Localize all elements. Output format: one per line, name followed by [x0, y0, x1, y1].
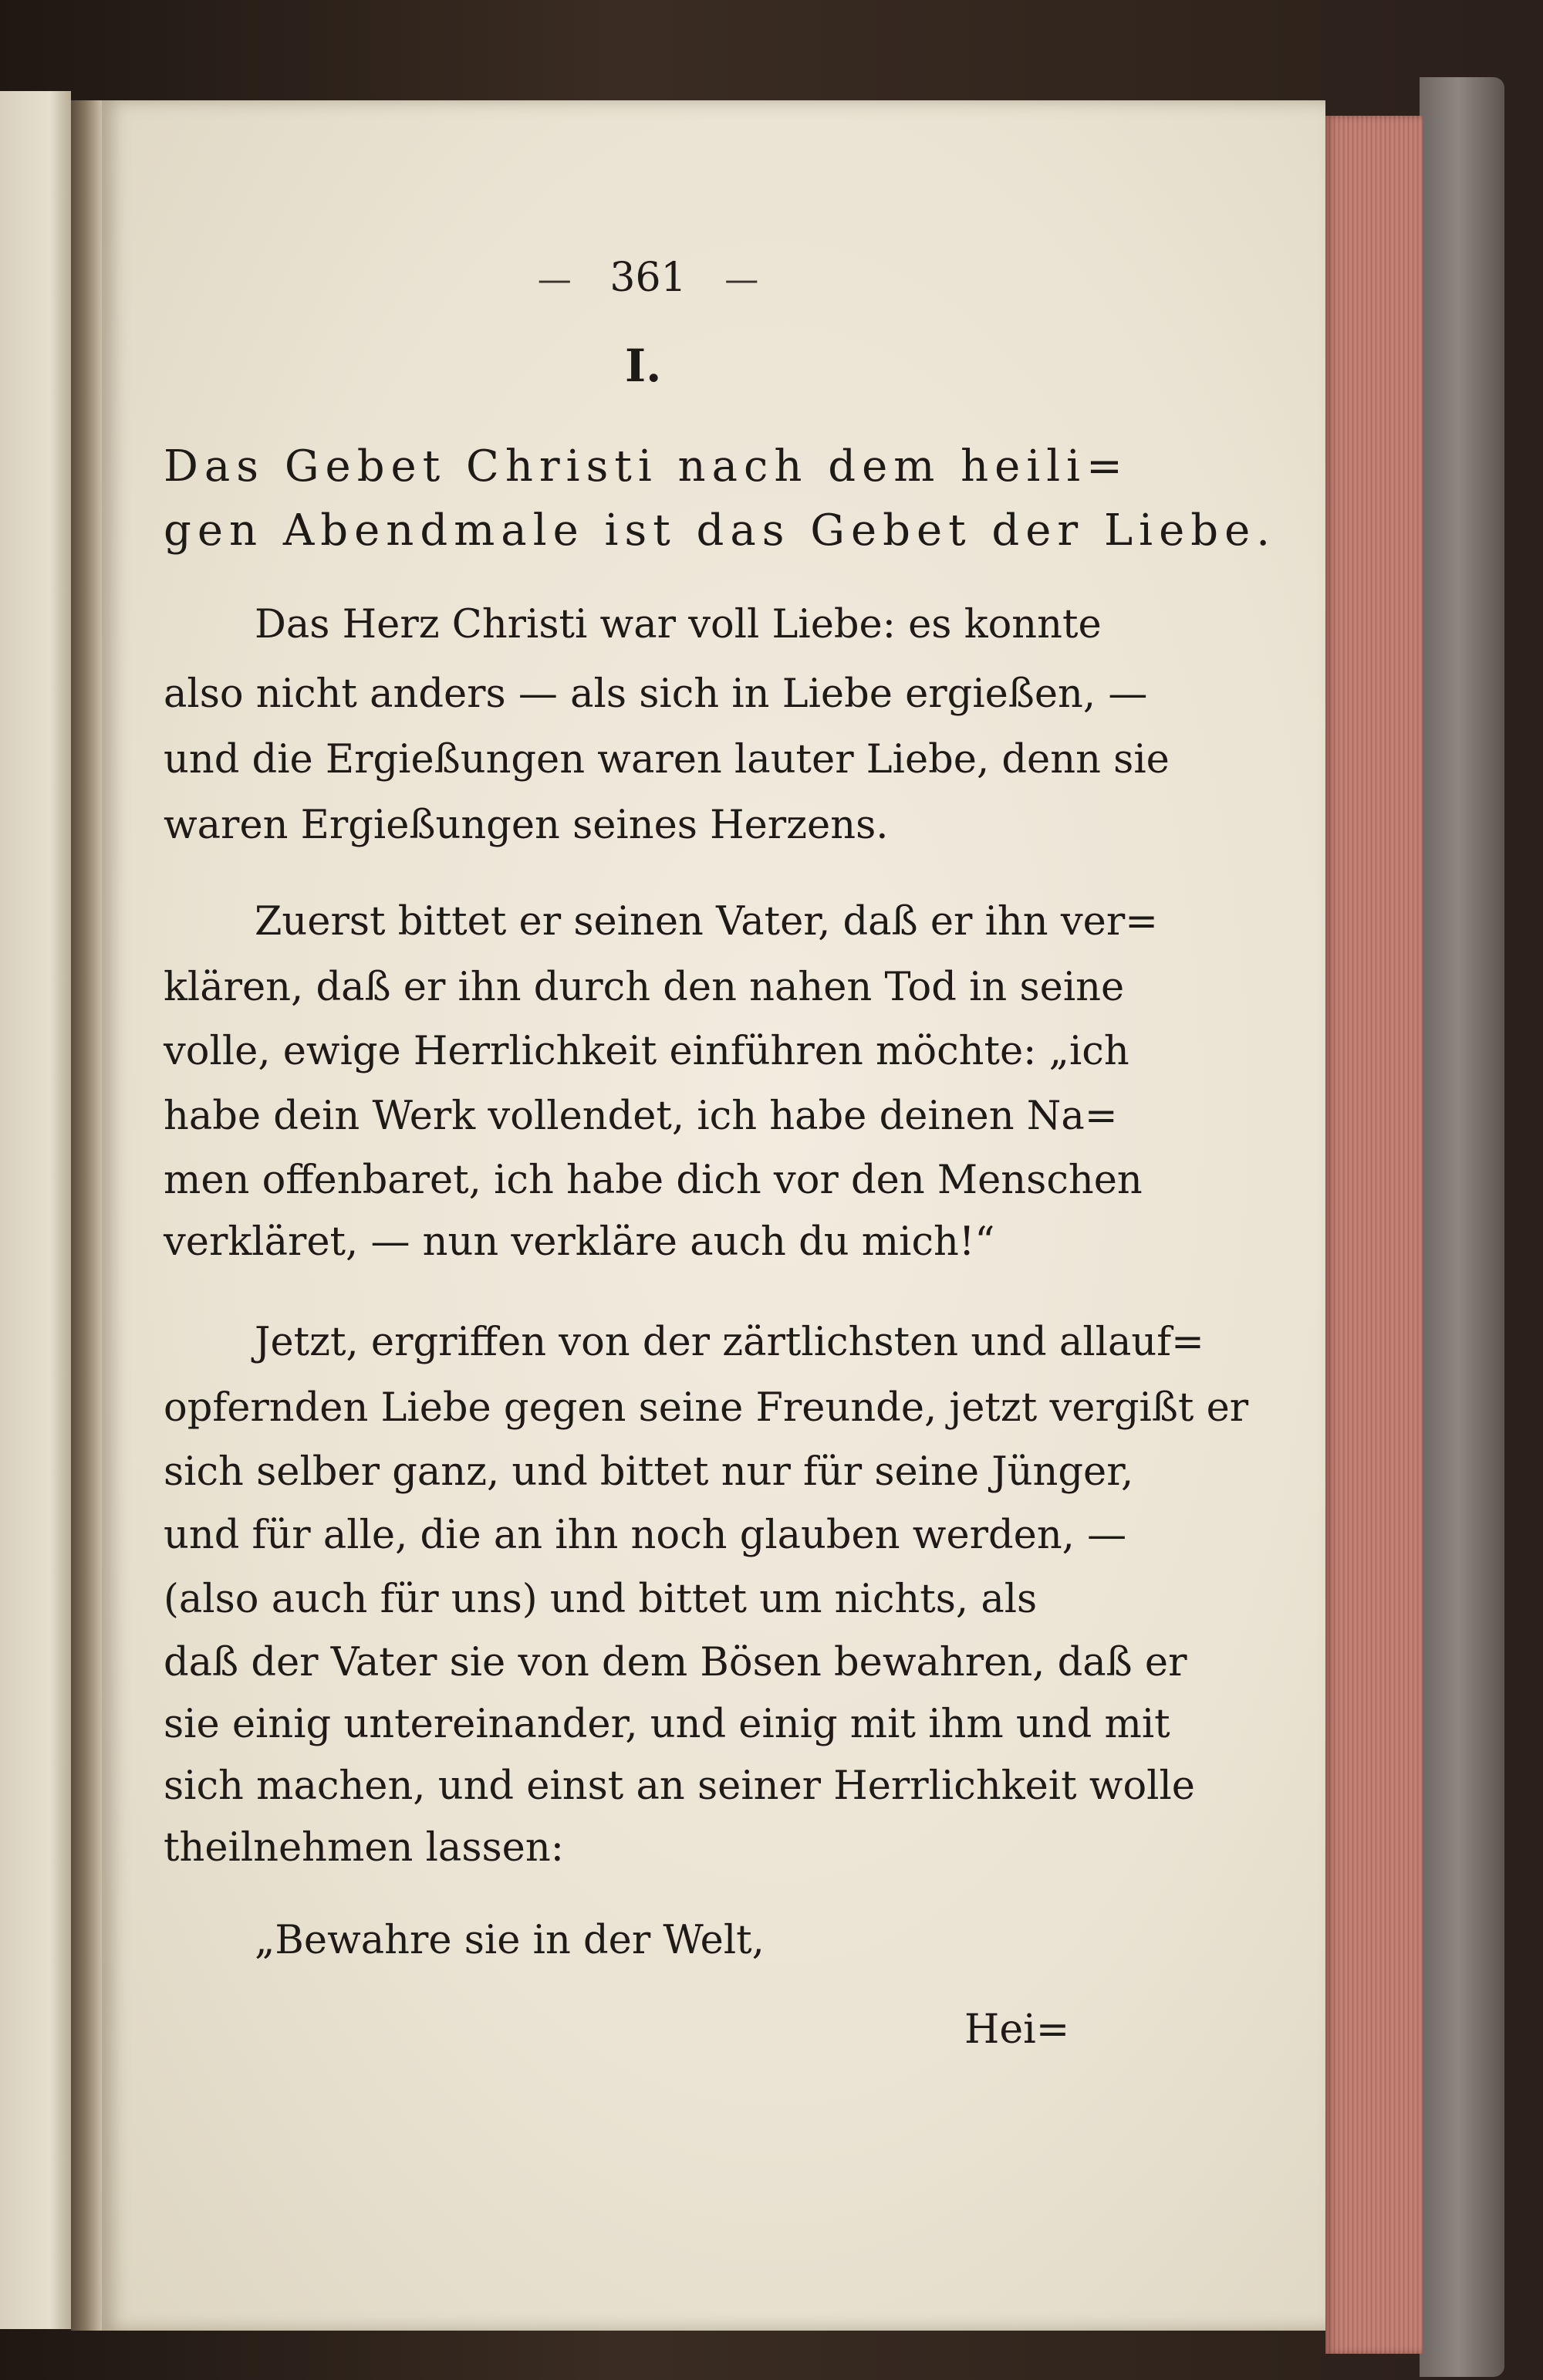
paragraph-line: waren Ergießungen seines Herzens. [164, 803, 889, 848]
paragraph-line: men offenbaret, ich habe dich vor den Menschen [164, 1158, 1143, 1203]
paragraph-line: volle, ewige Herrlichkeit einführen möchte: „ich [164, 1029, 1129, 1074]
paragraph-line: habe dein Werk vollendet, ich habe deinen Na= [164, 1094, 1118, 1139]
paragraph-line: sich machen, und einst an seiner Herrlichkeit wolle [164, 1763, 1195, 1809]
heading-line: Das Gebet Christi nach dem heili= [164, 441, 1129, 492]
paragraph-line: (also auch für uns) und bittet um nichts, als [164, 1577, 1038, 1622]
paragraph-line: opfernden Liebe gegen seine Freunde, jetzt vergißt er [164, 1385, 1249, 1431]
book-gutter [71, 100, 102, 2331]
paragraph-line: klären, daß er ihn durch den nahen Tod in seine [164, 965, 1125, 1010]
paragraph-line: verkläret, — nun verkläre auch du mich!“ [164, 1219, 995, 1265]
book-page [102, 100, 1325, 2331]
heading-line: gen Abendmale ist das Gebet der Liebe. [164, 505, 1277, 556]
paragraph-line: und die Ergießungen waren lauter Liebe, denn sie [164, 737, 1170, 783]
catchword: Hei= [964, 2006, 1070, 2053]
paragraph-line: und für alle, die an ihn noch glauben werden, — [164, 1513, 1127, 1558]
page-block-edge [1325, 116, 1423, 2354]
paragraph-line: sich selber ganz, und bittet nur für seine Jünger, [164, 1449, 1134, 1495]
paragraph-line: daß der Vater sie von dem Bösen bewahren, daß er [164, 1640, 1187, 1685]
header-dash-left: — [537, 260, 572, 299]
paragraph-line: sie einig untereinander, und einig mit ihm und mit [164, 1702, 1170, 1747]
book-cover-board [1420, 77, 1504, 2377]
page-number: 361 [609, 255, 687, 301]
paragraph-line: also nicht anders — als sich in Liebe ergießen, — [164, 671, 1148, 717]
section-numeral: I. [625, 340, 662, 392]
header-dash-right: — [724, 260, 759, 299]
paragraph-line: Das Herz Christi war voll Liebe: es konnte [255, 602, 1102, 647]
quote-line: „Bewahre sie in der Welt, [255, 1918, 765, 1963]
paragraph-line: Zuerst bittet er seinen Vater, daß er ihn ver= [255, 899, 1158, 945]
facing-page-edge [0, 91, 71, 2329]
paragraph-line: Jetzt, ergriffen von der zärtlichsten und allauf= [255, 1320, 1204, 1365]
running-header [432, 255, 864, 301]
paragraph-line: theilnehmen lassen: [164, 1825, 564, 1871]
